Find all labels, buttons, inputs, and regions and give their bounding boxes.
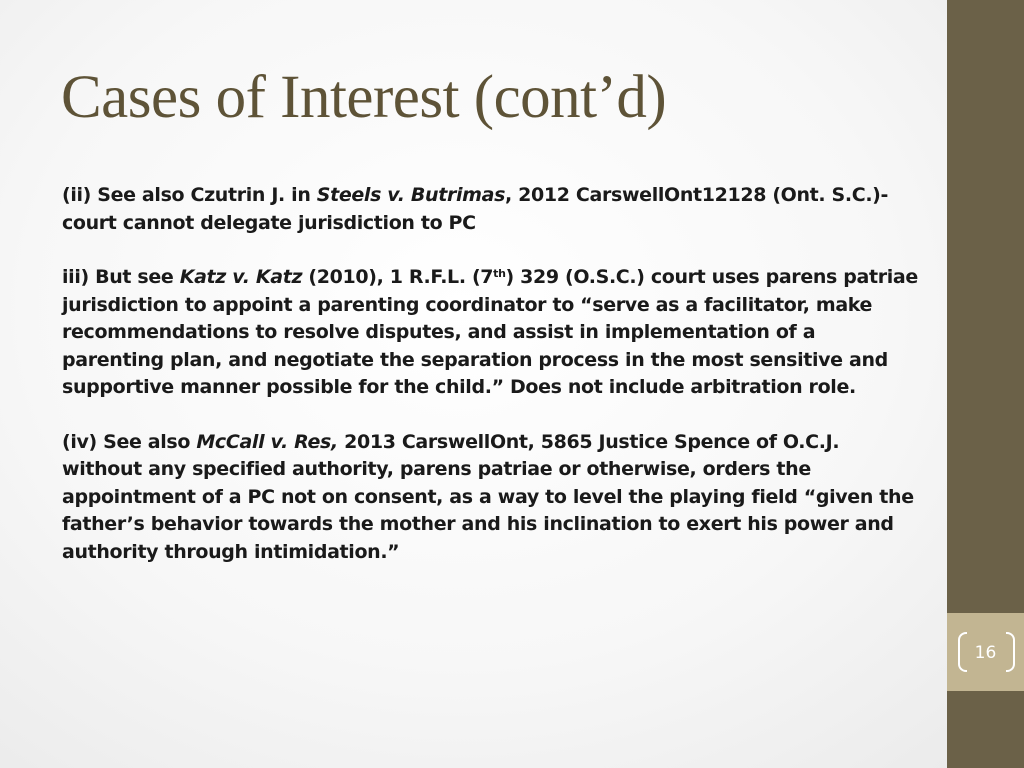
paragraph-text: 2013 CarswellOnt, 5865 Justice Spence of O.C.J. without any specified authority, parens patriae or otherwise, orders the appointment of a PC not on consent, as a way to level the playing field “given the father’s behavior towards the mother and his inclination to exert his power and authority through intimidation.” — [62, 430, 914, 563]
paragraph-steels — [62, 182, 922, 237]
case-name-katz: Katz v. Katz — [179, 266, 303, 288]
paragraph-text: iii) But see — [62, 266, 180, 288]
paragraph-text: ) 329 (O.S.C.) court uses parens patriae jurisdiction to appoint a parenting coordinator to “serve as a facilitator, make recommendations to resolve disputes, and assist in implementation of a parenting plan, and negotiate the separation process in the most sensitive and supportive manner possible for the child.” Does not include arbitration role. — [62, 266, 918, 398]
case-name-steels: Steels v. Butrimas — [316, 184, 506, 206]
paragraph-text: , 2012 CarswellOnt12128 (Ont. S.C.)-court cannot delegate jurisdiction to PC — [62, 184, 889, 234]
case-name-mccall: McCall v. Res, — [196, 430, 338, 453]
paragraph-text: (ii) See also Czutrin J. in — [62, 184, 317, 206]
page-number-box — [947, 613, 1024, 691]
paragraph-mccall — [62, 429, 922, 567]
slide-title: Cases of Interest (cont’d) — [61, 64, 667, 131]
ordinal-superscript: th — [493, 267, 506, 280]
paragraph-katz — [62, 264, 922, 402]
right-bracket-icon — [1006, 632, 1015, 672]
slide-body — [62, 182, 922, 593]
paragraph-text: (iv) See also — [62, 430, 197, 453]
paragraph-text: (2010), 1 R.F.L. (7 — [302, 266, 494, 288]
page-number: 16 — [974, 643, 997, 663]
